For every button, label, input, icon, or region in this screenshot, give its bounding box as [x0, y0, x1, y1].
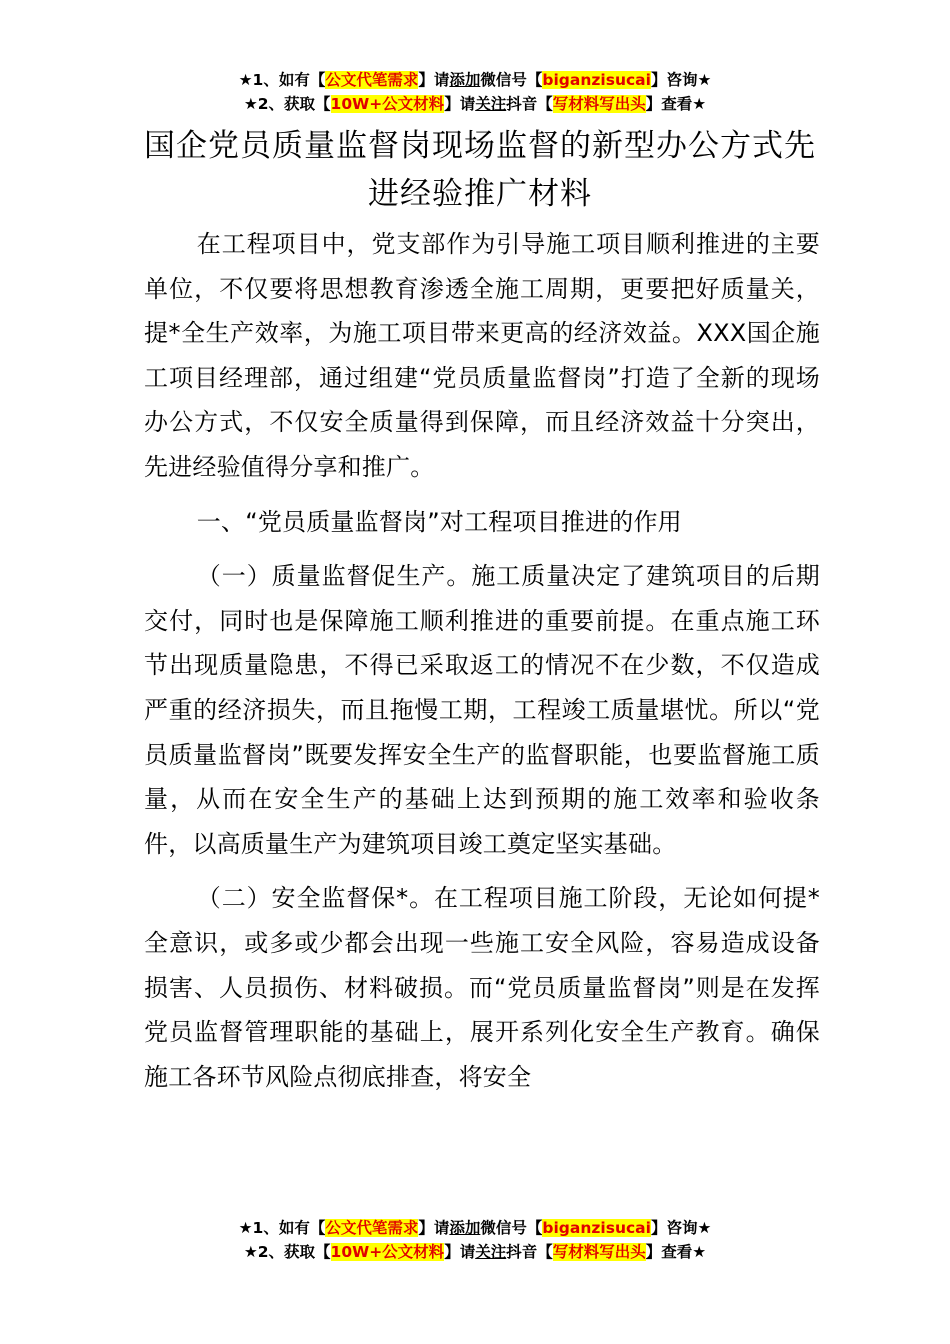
banner-underline: 关注 — [475, 95, 507, 113]
banner-line-2 — [0, 92, 950, 116]
banner-text: 】请 — [418, 1219, 450, 1237]
banner-text: 】请 — [444, 1243, 476, 1261]
banner-underline: 关注 — [475, 1243, 507, 1261]
banner-text: 抖音【 — [506, 1243, 553, 1261]
section-heading: 一、“党员质量监督岗”对工程项目推进的作用 — [196, 507, 682, 536]
banner-text: ★2、获取【 — [243, 95, 331, 113]
banner-text: 】咨询★ — [650, 1219, 712, 1237]
banner-line-2 — [0, 1240, 950, 1264]
banner-highlight: 写材料写出头 — [552, 1243, 646, 1261]
banner-underline: 添加 — [449, 1219, 481, 1237]
bottom-banner — [0, 1216, 950, 1264]
banner-highlight: biganzisucai — [542, 1219, 651, 1237]
banner-text: 】请 — [444, 95, 476, 113]
banner-text: 微信号【 — [480, 1219, 543, 1237]
paragraph-safety: （二）安全监督保*。在工程项目施工阶段，无论如何提*全意识，或多或少都会出现一些施工安全风险，容易造成设备损害、人员损伤、材料破损。而“党员质量监督岗”则是在发挥党员监督管理职能的基础上，展开系列化安全生产教育。确保施工各环节风险点彻底排查，将安全 — [144, 884, 820, 1091]
banner-line-1 — [0, 68, 950, 92]
banner-highlight: 公文代笔需求 — [325, 1219, 419, 1237]
banner-text: 】请 — [418, 71, 450, 89]
banner-line-1 — [0, 1216, 950, 1240]
banner-text: ★1、如有【 — [238, 71, 326, 89]
top-banner — [0, 68, 950, 116]
banner-text: 】查看★ — [645, 1243, 707, 1261]
banner-text: 抖音【 — [506, 95, 553, 113]
banner-highlight: 10W+公文材料 — [330, 95, 445, 113]
banner-highlight: biganzisucai — [542, 71, 651, 89]
banner-highlight: 写材料写出头 — [552, 95, 646, 113]
banner-text: 微信号【 — [480, 71, 543, 89]
banner-text: ★2、获取【 — [243, 1243, 331, 1261]
banner-text: 】查看★ — [645, 95, 707, 113]
banner-underline: 添加 — [449, 71, 481, 89]
paragraph-intro: 在工程项目中，党支部作为引导施工项目顺利推进的主要单位，不仅要将思想教育渗透全施工周期，更要把好质量关，提*全生产效率，为施工项目带来更高的经济效益。XXX国企施工项目经理部，通过组建“党员质量监督岗”打造了全新的现场办公方式，不仅安全质量得到保障，而且经济效益十分突出，先进经验值得分享和推广。 — [144, 230, 820, 481]
banner-text: 】咨询★ — [650, 71, 712, 89]
banner-highlight: 公文代笔需求 — [325, 71, 419, 89]
banner-text: ★1、如有【 — [238, 1219, 326, 1237]
banner-highlight: 10W+公文材料 — [330, 1243, 445, 1261]
document-title: 国企党员质量监督岗现场监督的新型办公方式先进经验推广材料 — [144, 128, 816, 212]
paragraph-quality: （一）质量监督促生产。施工质量决定了建筑项目的后期交付，同时也是保障施工顺利推进的重要前提。在重点施工环节出现质量隐患，不得已采取返工的情况不在少数，不仅造成严重的经济损失，而且拖慢工期，工程竣工质量堪忧。所以“党员质量监督岗”既要发挥安全生产的监督职能，也要监督施工质量，从而在安全生产的基础上达到预期的施工效率和验收条件，以高质量生产为建筑项目竣工奠定坚实基础。 — [144, 562, 820, 858]
document-body — [144, 222, 820, 1099]
